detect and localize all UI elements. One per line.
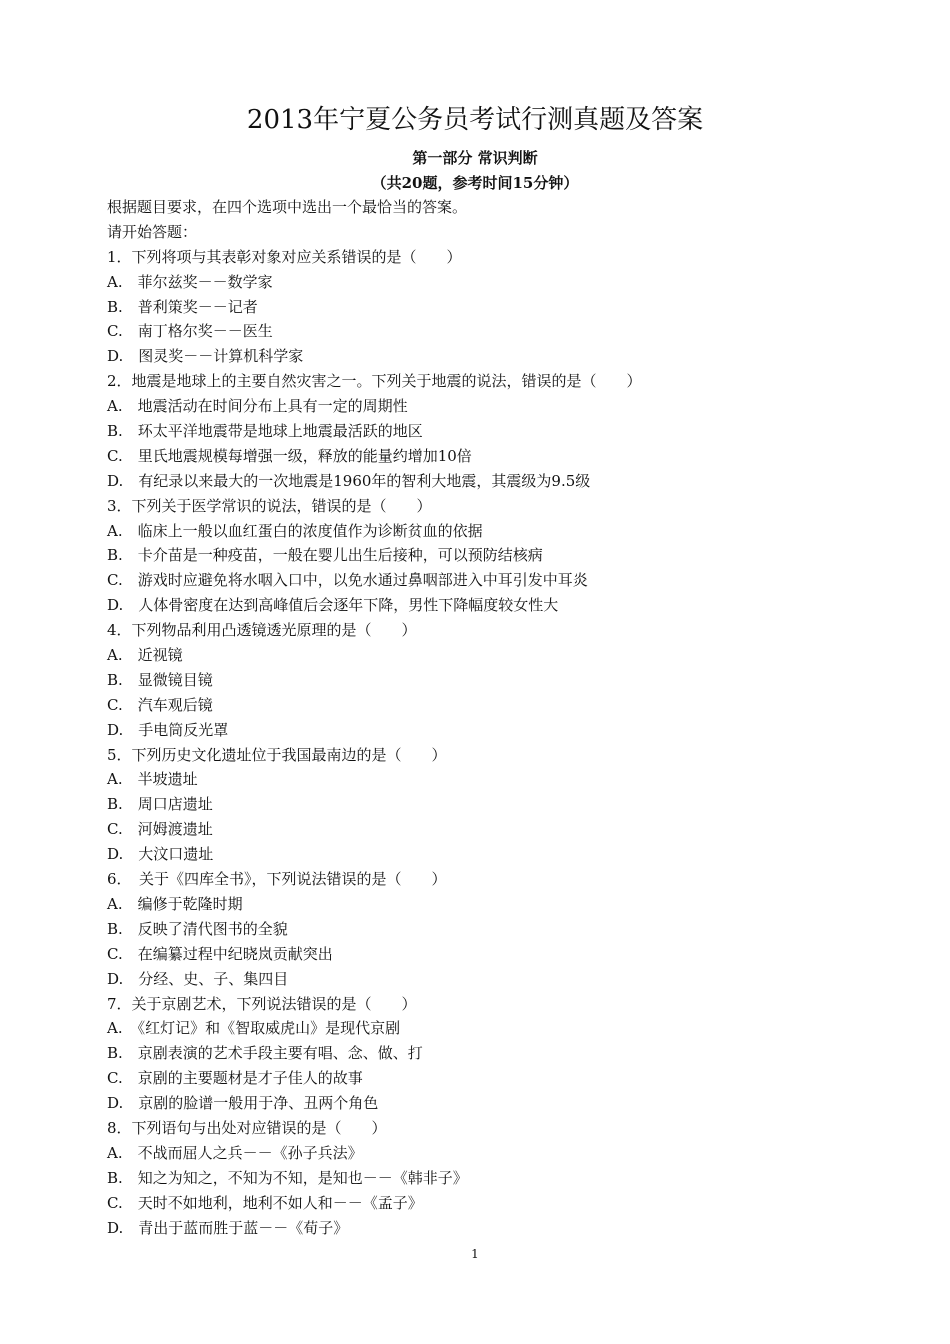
- question-8: [107, 1116, 867, 1240]
- question-7: [107, 992, 867, 1116]
- question-stem: 5．下列历史文化遗址位于我国最南边的是（ ）: [107, 745, 447, 764]
- option-c: C. 京剧的主要题材是才子佳人的故事: [107, 1069, 363, 1088]
- option-a: A. 不战而屈人之兵－－《孙子兵法》: [107, 1143, 363, 1162]
- question-2: [107, 369, 867, 493]
- question-6: [107, 867, 867, 991]
- question-stem: 4．下列物品利用凸透镜透光原理的是（ ）: [107, 621, 417, 640]
- instructions-line: 根据题目要求，在四个选项中选出一个最恰当的答案。: [107, 198, 468, 216]
- option-a: A. 《红灯记》和《智取威虎山》是现代京剧: [107, 1019, 401, 1038]
- option-b: B. 反映了清代图书的全貌: [107, 919, 288, 938]
- option-a: A. 近视镜: [107, 646, 183, 665]
- start-prompt-line: 请开始答题：: [107, 222, 198, 241]
- question-5: [107, 743, 867, 867]
- option-d: D. 京剧的脸谱一般用于净、丑两个角色: [107, 1094, 379, 1113]
- question-3: [107, 494, 867, 618]
- option-c: C. 里氏地震规模每增强一级，释放的能量约增加10倍: [107, 446, 472, 465]
- option-b: B. 卡介苗是一种疫苗，一般在婴儿出生后接种，可以预防结核病: [107, 546, 543, 565]
- option-d: D. 手电筒反光罩: [107, 720, 229, 739]
- option-b: B. 知之为知之，不知为不知，是知也－－《韩非子》: [107, 1168, 468, 1187]
- question-stem: 7．关于京剧艺术，下列说法错误的是（ ）: [107, 994, 417, 1013]
- option-d: D. 分经、史、子、集四目: [107, 969, 289, 988]
- question-stem: 3．下列关于医学常识的说法，错误的是（ ）: [107, 496, 432, 515]
- option-d: D. 青出于蓝而胜于蓝－－《荀子》: [107, 1218, 349, 1237]
- page-number: 1: [471, 1247, 479, 1261]
- option-c: C. 南丁格尔奖－－医生: [107, 322, 273, 341]
- option-c: C. 汽车观后镜: [107, 695, 213, 714]
- option-a: A. 半坡遗址: [107, 770, 198, 789]
- option-b: B. 普利策奖－－记者: [107, 297, 258, 316]
- option-c: C. 河姆渡遗址: [107, 820, 213, 839]
- section-subtitle: （共20题，参考时间15分钟）: [371, 174, 579, 192]
- option-c: C. 在编纂过程中纪晓岚贡献突出: [107, 944, 333, 963]
- option-b: B. 环太平洋地震带是地球上地震最活跃的地区: [107, 422, 423, 441]
- option-b: B. 显微镜目镜: [107, 670, 213, 689]
- option-a: A. 编修于乾隆时期: [107, 894, 243, 913]
- option-c: C. 游戏时应避免将水咽入口中，以免水通过鼻咽部进入中耳引发中耳炎: [107, 571, 588, 590]
- option-d: D. 人体骨密度在达到高峰值后会逐年下降，男性下降幅度较女性大: [107, 596, 559, 615]
- document-title: 2013年宁夏公务员考试行测真题及答案: [246, 105, 704, 135]
- option-d: D. 图灵奖－－计算机科学家: [107, 347, 304, 366]
- option-d: D. 有纪录以来最大的一次地震是1960年的智利大地震，其震级为9.5级: [107, 471, 591, 490]
- option-a: A. 临床上一般以血红蛋白的浓度值作为诊断贫血的依据: [107, 521, 483, 540]
- question-stem: 6． 关于《四库全书》，下列说法错误的是（ ）: [107, 870, 447, 889]
- option-a: A. 地震活动在时间分布上具有一定的周期性: [107, 397, 408, 416]
- document-body: [107, 195, 867, 1240]
- option-b: B. 京剧表演的艺术手段主要有唱、念、做、打: [107, 1044, 423, 1063]
- option-d: D. 大汶口遗址: [107, 845, 214, 864]
- option-a: A. 菲尔兹奖－－数学家: [107, 272, 273, 291]
- section-heading: 第一部分 常识判断: [412, 149, 538, 167]
- question-1: [107, 245, 867, 369]
- option-c: C. 天时不如地利，地利不如人和－－《孟子》: [107, 1193, 423, 1212]
- question-stem: 8．下列语句与出处对应错误的是（ ）: [107, 1118, 387, 1137]
- question-stem: 2．地震是地球上的主要自然灾害之一。下列关于地震的说法，错误的是（ ）: [107, 372, 642, 391]
- option-b: B. 周口店遗址: [107, 795, 213, 814]
- question-stem: 1．下列将项与其表彰对象对应关系错误的是（ ）: [107, 247, 462, 266]
- question-4: [107, 618, 867, 742]
